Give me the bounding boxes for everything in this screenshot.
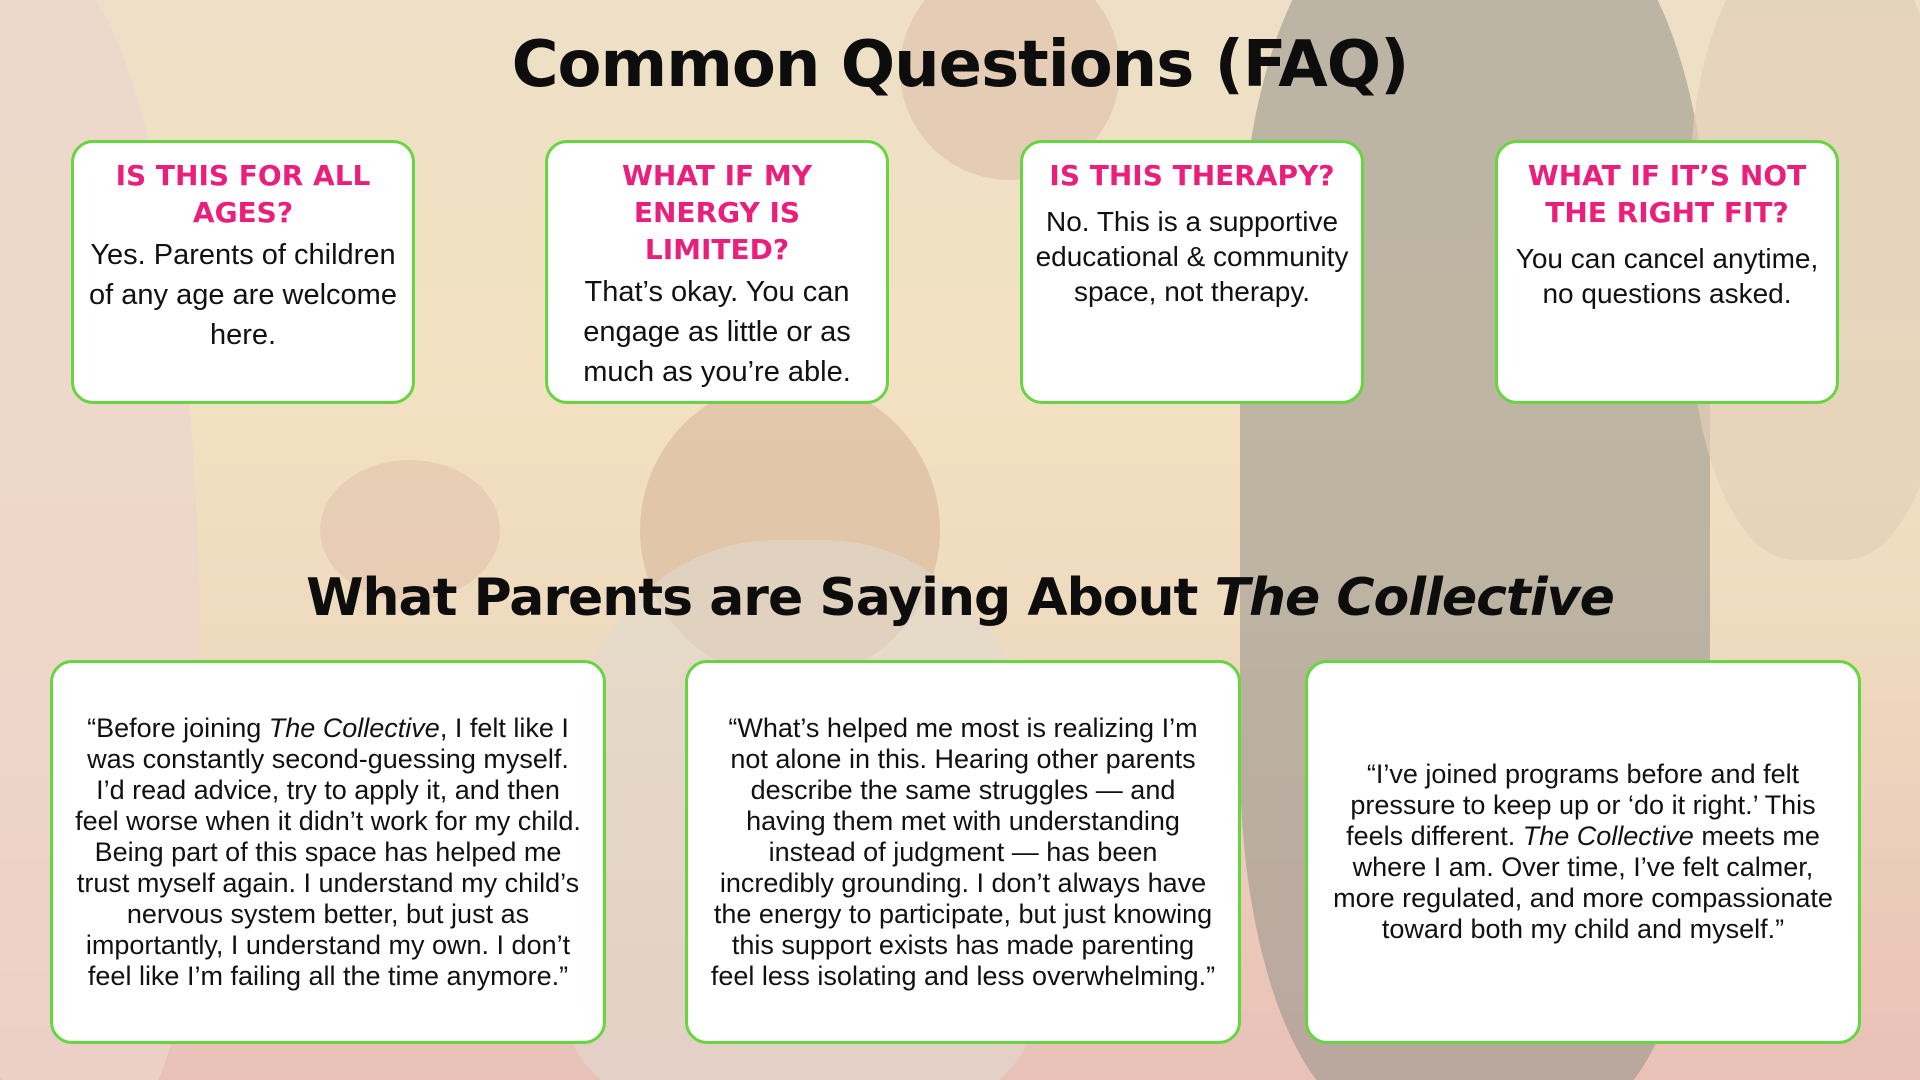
- faq-card-ages: [71, 140, 415, 404]
- testimonial-quote: [1330, 759, 1836, 945]
- testimonial-quote: “What’s helped me most is realizing I’m not alone in this. Hearing other parents describe the same struggles — and having them met with understanding instead of judgment — has been incredibly grounding. I don’t always have the energy to participate, but just knowing this support exists has made parenting feel less isolating and less overwhelming.”: [710, 712, 1216, 991]
- testimonials-heading: [0, 568, 1920, 628]
- testimonials-heading-text: What Parents are Saying About: [306, 568, 1215, 628]
- quote-text: “Before joining: [87, 712, 269, 743]
- faq-heading: Common Questions (FAQ): [511, 28, 1409, 102]
- faq-answer: Yes. Parents of children of any age are welcome here.: [89, 239, 397, 351]
- testimonial-card-2: [685, 660, 1241, 1044]
- faq-card-therapy: [1020, 140, 1364, 404]
- quote-text: , I felt like I was constantly second-guessing myself. I’d read advice, try to apply it, and then feel worse when it didn’t work for my child. Being part of this space has helped me trust myself again. I understand my child’s nervous system better, but just as importantly, I understand my own. I don’t feel like I’m failing all the time anymore.”: [75, 712, 581, 991]
- quote-text: “I’ve joined programs before and felt pressure to keep up or ‘do it right.’ This feels different.: [1346, 759, 1816, 851]
- faq-answer: You can cancel anytime, no questions asked.: [1515, 243, 1819, 309]
- faq-answer: That’s okay. You can engage as little or as much as you’re able.: [583, 276, 851, 388]
- faq-card-energy: [545, 140, 889, 404]
- quote-emphasis: The Collective: [268, 712, 440, 743]
- faq-question: IS THIS THERAPY?: [1049, 159, 1335, 192]
- quote-text: meets me where I am. Over time, I’ve felt calmer, more regulated, and more compassionate toward both my child and myself.”: [1333, 821, 1833, 944]
- faq-question: IS THIS FOR ALL AGES?: [115, 159, 371, 229]
- quote-emphasis: The Collective: [1522, 821, 1694, 851]
- faq-question: WHAT IF IT’S NOT THE RIGHT FIT?: [1527, 159, 1807, 229]
- testimonial-quote: [75, 713, 581, 992]
- faq-card-fit: [1495, 140, 1839, 404]
- faq-answer: No. This is a supportive educational & community space, not therapy.: [1035, 206, 1349, 307]
- testimonial-card-1: [50, 660, 606, 1044]
- faq-question: WHAT IF MY ENERGY IS LIMITED?: [621, 159, 813, 266]
- testimonials-heading-emphasis: The Collective: [1214, 568, 1614, 628]
- testimonial-card-3: [1305, 660, 1861, 1044]
